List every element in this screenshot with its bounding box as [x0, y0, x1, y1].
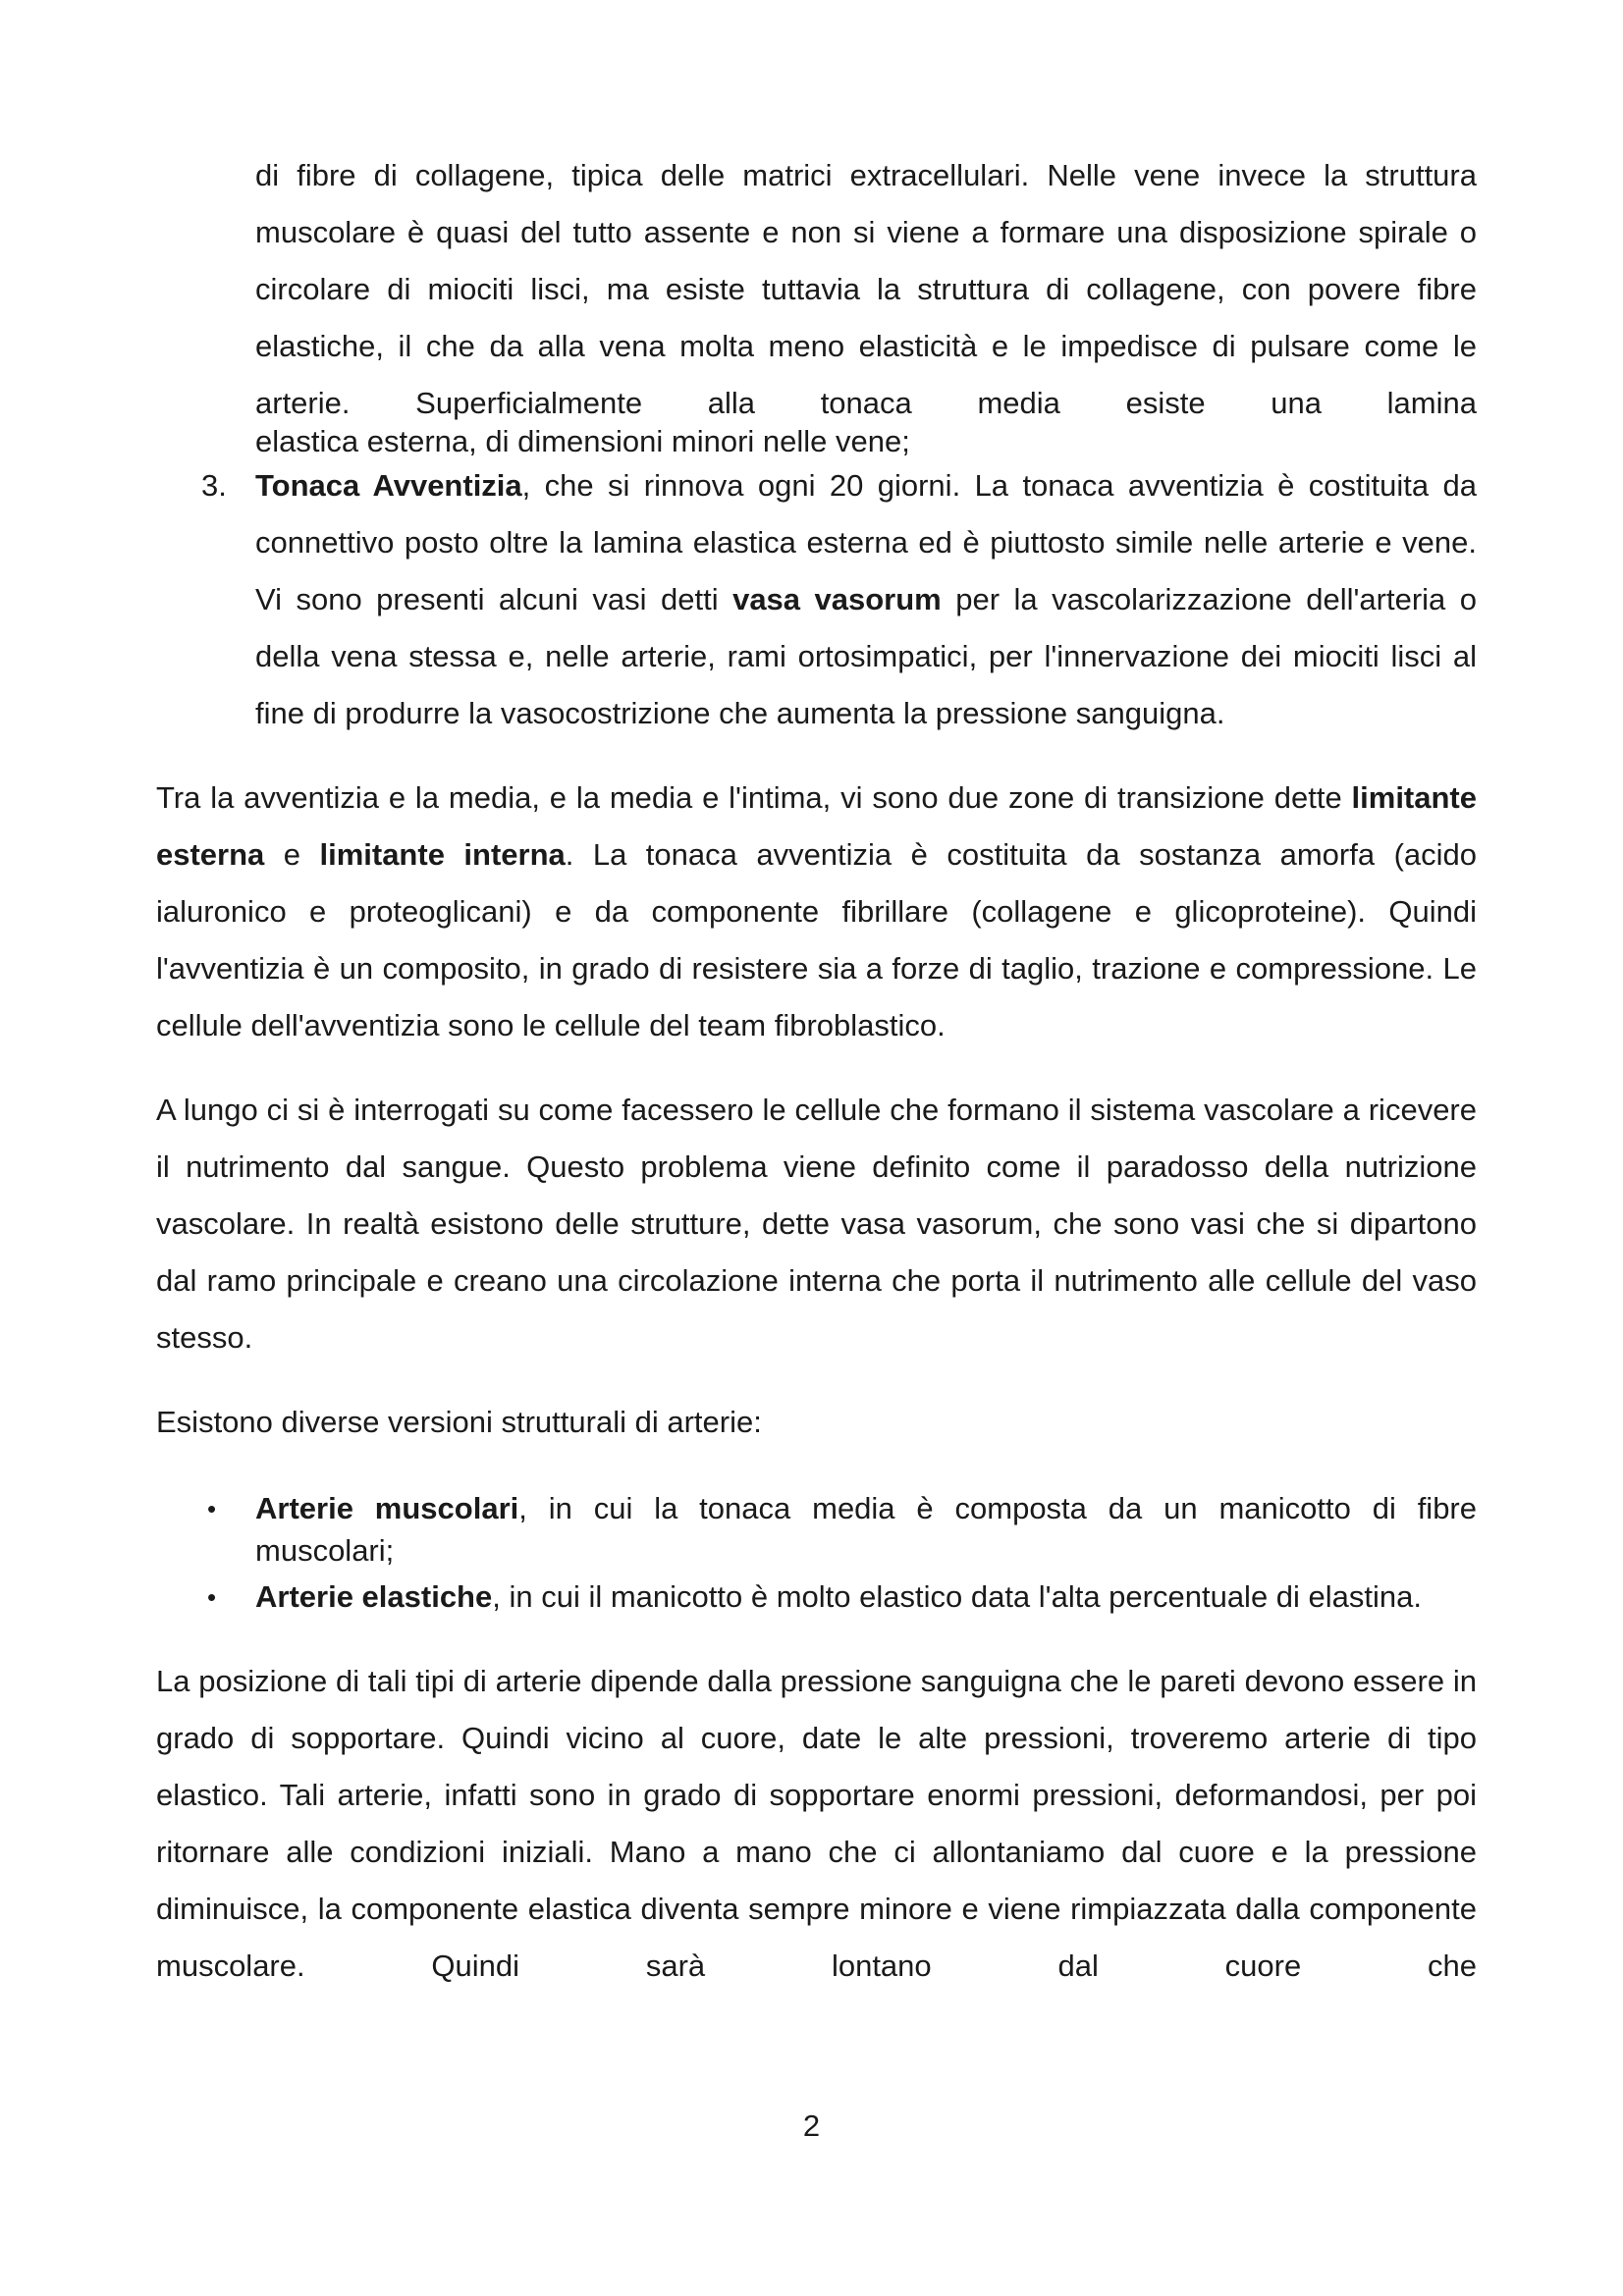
term-limitante-esterna: limitante esterna [156, 780, 1477, 872]
page-number: 2 [802, 2109, 821, 2143]
paragraph-limitante: Tra la avventizia e la media, e la media e l'intima, vi sono due zone di transizione dette limitante esterna e limitante interna. La tonaca avventizia è costituita da sostanza amorfa (acido ialuronico e proteoglicani) e da componente fibrillare (collagene e glicoproteine). Quindi l'avventizia è un composito, in grado di resistere sia a forze di taglio, trazione e compressione. Le cellule dell'avventizia sono le cellule del team fibroblastico. [156, 780, 1477, 1042]
bullet-item-elastiche [156, 1569, 1477, 1626]
term-arterie-elastiche: Arterie elastiche [255, 1579, 493, 1614]
paragraph-position: La posizione di tali tipi di arterie dipende dalla pressione sanguigna che le pareti devono essere in grado di sopportare. Quindi vicino al cuore, date le alte pressioni, troveremo arterie di tipo elastico. Tali arterie, infatti sono in grado di sopportare enormi pressioni, deformandosi, per poi ritornare alle condizioni iniziali. Mano a mano che ci allontaniamo dal cuore e la pressione diminuisce, la componente elastica diventa sempre minore e viene rimpiazzata dalla componente muscolare. Quindi sarà lontano dal cuore che [156, 1664, 1477, 1983]
page-body [156, 147, 1477, 1995]
term-tonaca-avventizia: Tonaca Avventizia [255, 468, 522, 503]
numbered-list-item-3-text: Tonaca Avventizia, che si rinnova ogni 20 giorni. La tonaca avventizia è costituita da connettivo posto oltre la lamina elastica esterna ed è piuttosto simile nelle arterie e vene. Vi sono presenti alcuni vasi detti vasa vasorum per la vascolarizzazione dell'arteria o della vena stessa e, nelle arterie, rami ortosimpatici, per l'innervazione dei miociti lisci al fine di produrre la vasocostrizione che aumenta la pressione sanguigna. [255, 468, 1477, 730]
bullet-marker: • [207, 1582, 217, 1612]
list-number: 3. [201, 468, 227, 503]
list-item-continuation-last-line: elastica esterna, di dimensioni minori nelle vene; [255, 424, 910, 458]
bullet-item-text: Arterie muscolari, in cui la tonaca media è composta da un manicotto di fibre [255, 1491, 1477, 1525]
paragraph-nutrition: A lungo ci si è interrogati su come facessero le cellule che formano il sistema vascolare a ricevere il nutrimento dal sangue. Questo problema viene definito come il paradosso della nutrizione vascolare. In realtà esistono delle strutture, dette vasa vasorum, che sono vasi che si dipartono dal ramo principale e creano una circolazione interna che porta il nutrimento alle cellule del vaso stesso. [156, 1093, 1477, 1355]
term-vasa-vasorum: vasa vasorum [732, 582, 942, 616]
list-item-continuation-text: di fibre di collagene, tipica delle matrici extracellulari. Nelle vene invece la struttura muscolare è quasi del tutto assente e non si viene a formare una disposizione spirale o circolare di miociti lisci, ma esiste tuttavia la struttura di collagene, con povere fibre elastiche, il che da alla vena molta meno elasticità e le impedisce di pulsare come le arterie. Superficialmente alla tonaca media esiste una lamina [255, 158, 1477, 420]
bullet-item-muscolari [156, 1480, 1477, 1571]
bullet-item-text: Arterie elastiche, in cui il manicotto è molto elastico data l'alta percentuale di elastina. [255, 1579, 1423, 1614]
numbered-list-item-3 [156, 457, 1477, 742]
term-arterie-muscolari: Arterie muscolari [255, 1491, 519, 1525]
bullet-list [156, 1480, 1477, 1626]
paragraph-versions: Esistono diverse versioni strutturali di arterie: [156, 1405, 762, 1439]
list-item-continuation [156, 147, 1477, 461]
bullet-marker: • [207, 1494, 217, 1523]
bullet-item-last-line: muscolari; [255, 1533, 395, 1568]
term-limitante-interna: limitante interna [319, 837, 566, 872]
